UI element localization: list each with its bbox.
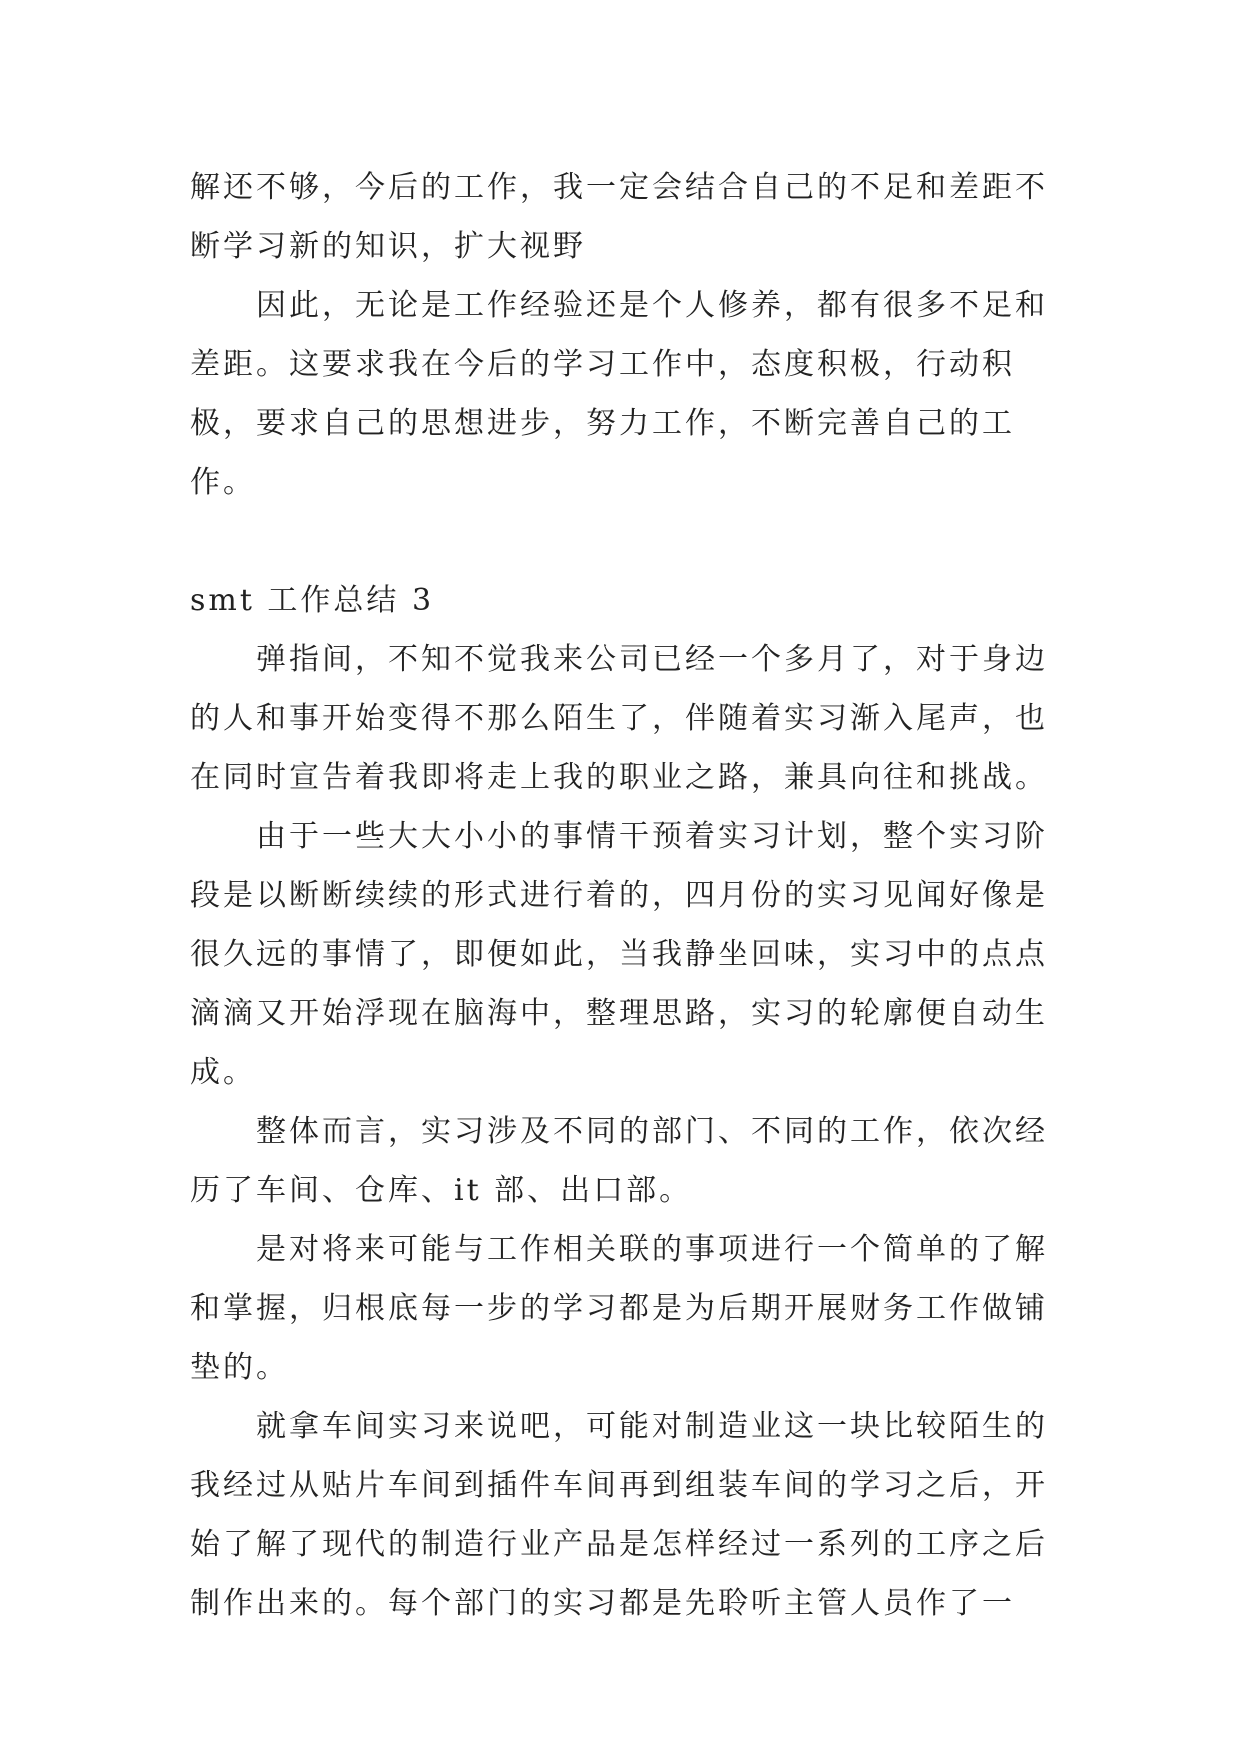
paragraph: 由于一些大大小小的事情干预着实习计划，整个实习阶段是以断断续续的形式进行着的，四月份的实习见闻好像是很久远的事情了，即便如此，当我静坐回味，实习中的点点滴滴又开始浮现在脑海中，整理思路，实习的轮廓便自动生成。 [190,819,1048,1090]
document-body [190,158,1070,1633]
paragraph: 解还不够，今后的工作，我一定会结合自己的不足和差距不断学习新的知识，扩大视野 [190,170,1048,264]
paragraph: 就拿车间实习来说吧，可能对制造业这一块比较陌生的我经过从贴片车间到插件车间再到组装车间的学习之后，开始了解了现代的制造行业产品是怎样经过一系列的工序之后制作出来的。每个部门的实习都是先聆听主管人员作了一 [190,1409,1048,1621]
paragraph: 弹指间，不知不觉我来公司已经一个多月了，对于身边的人和事开始变得不那么陌生了，伴随着实习渐入尾声，也在同时宣告着我即将走上我的职业之路，兼具向往和挑战。 [190,642,1048,795]
paragraph: 整体而言，实习涉及不同的部门、不同的工作，依次经历了车间、仓库、it 部、出口部。 [190,1114,1048,1208]
section-title: smt 工作总结 3 [190,583,435,618]
paragraph: 是对将来可能与工作相关联的事项进行一个简单的了解和掌握，归根底每一步的学习都是为后期开展财务工作做铺垫的。 [190,1232,1048,1385]
paragraph: 因此，无论是工作经验还是个人修养，都有很多不足和差距。这要求我在今后的学习工作中，态度积极，行动积极，要求自己的思想进步，努力工作，不断完善自己的工作。 [190,288,1048,500]
